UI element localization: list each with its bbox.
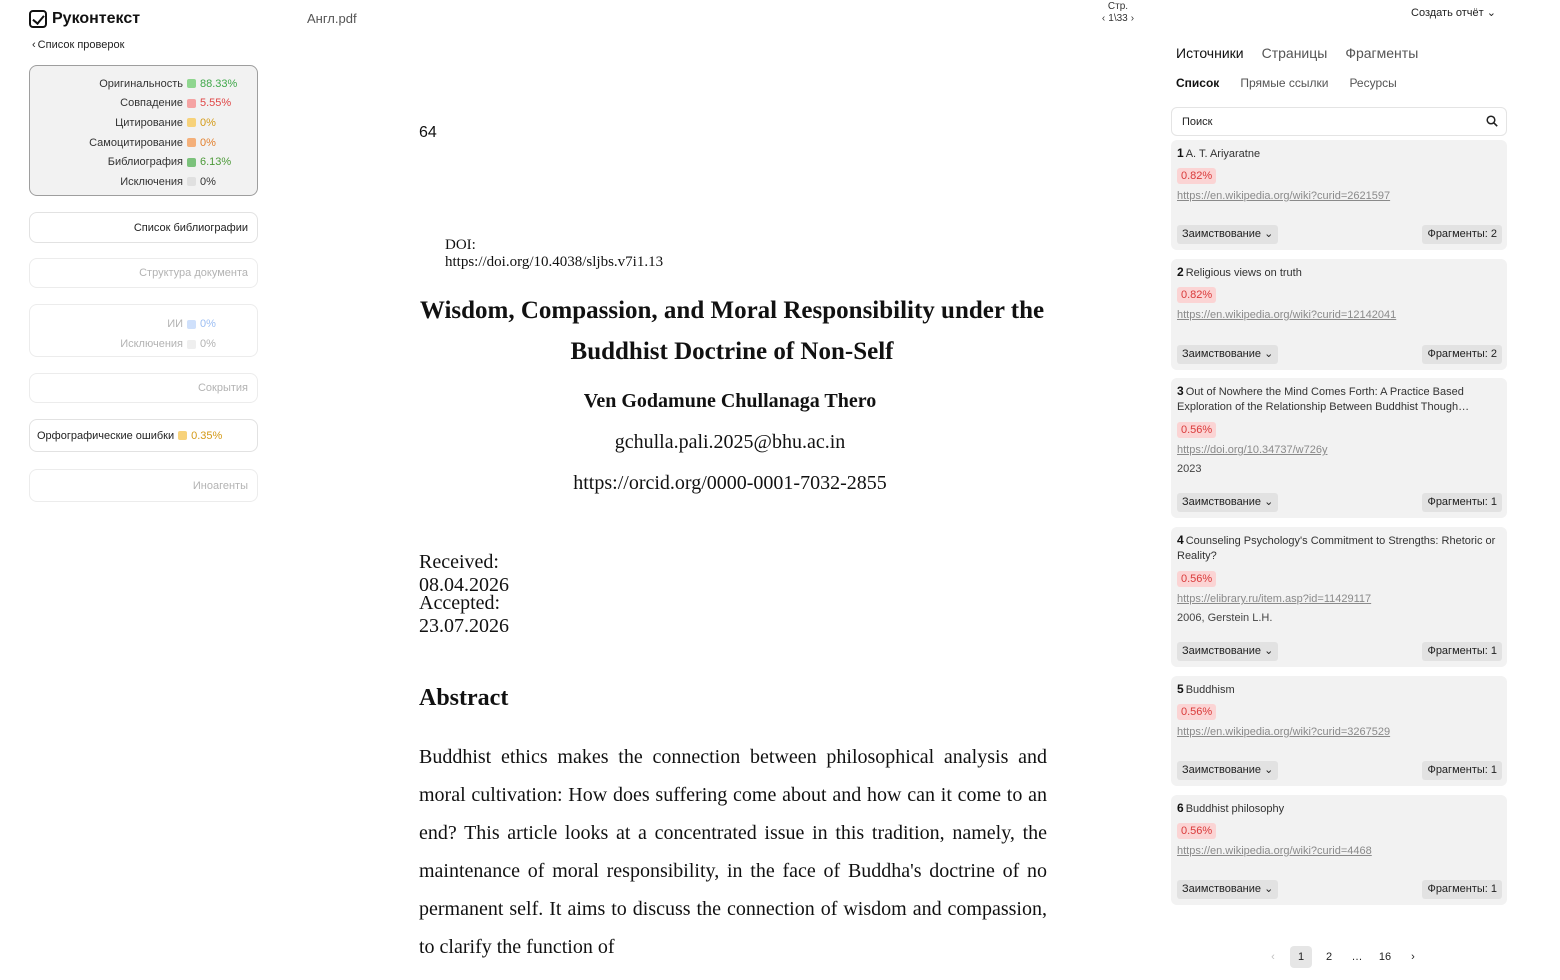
- stat-label: Оригинальность: [99, 77, 183, 90]
- chevron-left-icon[interactable]: ‹: [1101, 13, 1106, 24]
- page-button-2[interactable]: 2: [1325, 951, 1333, 963]
- document-structure-button[interactable]: [29, 258, 258, 288]
- source-title: [1177, 682, 1503, 698]
- source-match-badge: 0.82%: [1177, 287, 1216, 303]
- source-card[interactable]: [1171, 676, 1507, 786]
- stat-color-dot: [187, 99, 196, 108]
- accepted-date: Accepted: 23.07.2026: [419, 592, 509, 637]
- search-icon[interactable]: [1486, 115, 1498, 127]
- spelling-errors-value: 0.35%: [191, 429, 223, 442]
- document-structure-label: Структура документа: [139, 267, 248, 279]
- received-date: Received: 08.04.2026: [419, 551, 509, 596]
- source-title: [1177, 265, 1503, 281]
- borrowing-label: Заимствование: [1182, 496, 1262, 508]
- sub-tabs: [1176, 76, 1397, 90]
- tab-sources[interactable]: Источники: [1176, 45, 1244, 61]
- source-number: 1: [1177, 146, 1184, 160]
- stat-row-exclusions: [30, 172, 257, 192]
- back-to-checks-link[interactable]: [32, 39, 124, 51]
- source-url-link[interactable]: https://doi.org/10.34737/w726y: [1177, 444, 1328, 456]
- fragments-count-button[interactable]: Фрагменты: 2: [1422, 345, 1502, 364]
- create-report-dropdown[interactable]: [1411, 6, 1496, 19]
- author-email: gchulla.pali.2025@bhu.ac.in: [614, 431, 846, 453]
- source-match-badge: 0.56%: [1177, 422, 1216, 438]
- stat-label: Библиография: [107, 156, 183, 169]
- source-url-link[interactable]: https://elibrary.ru/item.asp?id=11429117: [1177, 593, 1372, 605]
- bibliography-list-label: Список библиографии: [133, 221, 248, 234]
- borrowing-type-dropdown[interactable]: [1177, 642, 1278, 661]
- spelling-errors-button[interactable]: [29, 419, 258, 452]
- ai-label: ИИ: [167, 318, 183, 330]
- source-card[interactable]: [1171, 378, 1507, 518]
- chevron-down-icon: ⌄: [1261, 645, 1274, 657]
- source-url-link[interactable]: https://en.wikipedia.org/wiki?curid=12142041: [1177, 309, 1397, 321]
- ai-detection-card[interactable]: [29, 304, 258, 357]
- stat-color-dot: [187, 118, 196, 127]
- logo-check-icon: [29, 10, 47, 28]
- subtab-resources[interactable]: Ресурсы: [1349, 76, 1397, 90]
- chevron-down-icon: ⌄: [1486, 7, 1496, 19]
- abstract-text: Buddhist ethics makes the connection between philosophical analysis and moral cultivation: How does suffering come about and how can it come to an end? This article looks at a concentrated issue in this tradition, namely, the maintenance of moral responsibility, in the face of Buddha's doctrine of no permanent self. It aims to discuss the connection of wisdom and compassion, to clarify the function of: [419, 746, 1047, 958]
- ai-exclusions-label: Исключения: [120, 338, 183, 350]
- create-report-label: Создать отчёт: [1411, 7, 1484, 19]
- stat-label: Самоцитирование: [89, 136, 183, 149]
- stat-color-dot: [187, 138, 196, 147]
- stat-value: 0%: [200, 116, 216, 129]
- borrowing-label: Заимствование: [1182, 764, 1262, 776]
- tab-fragments[interactable]: Фрагменты: [1345, 45, 1419, 61]
- bibliography-list-button[interactable]: [29, 212, 258, 243]
- ai-exclusions-value: 0%: [200, 338, 216, 350]
- source-title-text: Buddhism: [1185, 684, 1235, 696]
- borrowing-type-dropdown[interactable]: [1177, 761, 1278, 780]
- subtab-list[interactable]: Список: [1176, 76, 1220, 90]
- stat-label: Цитирование: [115, 116, 183, 129]
- sources-pagination: [1262, 946, 1424, 968]
- article-title: Wisdom, Compassion, and Moral Responsibility under the Buddhist Doctrine of Non-Self: [419, 297, 1045, 365]
- fragments-count-button[interactable]: Фрагменты: 1: [1422, 761, 1502, 780]
- stat-label: Совпадение: [120, 97, 183, 110]
- chevron-down-icon: ⌄: [1261, 348, 1274, 360]
- chevron-down-icon: ⌄: [1261, 496, 1274, 508]
- source-card[interactable]: [1171, 795, 1507, 905]
- stat-value: 6.13%: [200, 156, 232, 169]
- chevron-left-icon: ‹: [32, 39, 36, 51]
- stat-row-bibliography: [30, 152, 257, 172]
- borrowing-type-dropdown[interactable]: [1177, 493, 1278, 512]
- search-input[interactable]: [1182, 108, 1482, 135]
- source-card[interactable]: [1171, 259, 1507, 370]
- spelling-errors-label: Орфографические ошибки: [37, 429, 175, 442]
- ai-row: [30, 314, 257, 334]
- borrowing-type-dropdown[interactable]: [1177, 880, 1278, 899]
- ai-exclusions-row: [30, 334, 257, 354]
- fragments-count-button[interactable]: Фрагменты: 1: [1422, 493, 1502, 512]
- source-title: [1177, 146, 1503, 162]
- borrowing-type-dropdown[interactable]: [1177, 345, 1278, 364]
- source-title-text: Buddhist philosophy: [1185, 803, 1285, 815]
- tab-pages[interactable]: Страницы: [1261, 45, 1328, 61]
- page-number: 64: [419, 124, 437, 141]
- source-title: [1177, 384, 1503, 415]
- chevron-right-icon[interactable]: ›: [1411, 951, 1415, 963]
- stat-value: 88.33%: [200, 77, 238, 90]
- page-button-1[interactable]: 1: [1290, 946, 1312, 968]
- borrowing-label: Заимствование: [1182, 228, 1262, 240]
- spelling-color-dot: [178, 431, 187, 440]
- source-match-badge: 0.56%: [1177, 704, 1216, 720]
- stat-color-dot: [187, 158, 196, 167]
- source-title: [1177, 533, 1503, 564]
- source-card[interactable]: [1171, 527, 1507, 667]
- fragments-count-button[interactable]: Фрагменты: 2: [1422, 225, 1502, 244]
- chevron-left-icon[interactable]: ‹: [1271, 951, 1275, 963]
- page-navigator: [1094, 1, 1142, 25]
- chevron-down-icon: ⌄: [1261, 228, 1274, 240]
- back-link-label: Список проверок: [37, 39, 125, 51]
- page-button-16[interactable]: 16: [1378, 951, 1392, 963]
- ai-value: 0%: [200, 318, 216, 330]
- hidden-content-label: Сокрытия: [197, 382, 248, 394]
- ai-color-dot: [187, 320, 196, 329]
- stat-color-dot: [187, 177, 196, 186]
- source-number: 5: [1177, 682, 1184, 696]
- source-title-text: Counseling Psychology's Commitment to Strengths: Rhetoric or Reality?: [1177, 535, 1496, 562]
- fragments-count-button[interactable]: Фрагменты: 1: [1422, 642, 1502, 661]
- source-title: [1177, 801, 1503, 817]
- app-name: Руконтекст: [52, 10, 141, 27]
- source-url-link[interactable]: https://en.wikipedia.org/wiki?curid=4468: [1177, 845, 1372, 857]
- source-title-text: A. T. Ariyaratne: [1185, 148, 1261, 160]
- source-number: 3: [1177, 384, 1184, 398]
- stat-row-citation: [30, 113, 257, 133]
- source-search: [1171, 107, 1507, 136]
- borrowing-label: Заимствование: [1182, 348, 1262, 360]
- foreign-agents-button[interactable]: [29, 469, 258, 502]
- ai-exclusions-dot: [187, 340, 196, 349]
- chevron-right-icon[interactable]: ›: [1130, 13, 1135, 24]
- abstract-heading: Abstract: [419, 685, 509, 711]
- source-number: 4: [1177, 533, 1184, 547]
- main-tabs: [1176, 45, 1418, 61]
- source-url-link[interactable]: https://en.wikipedia.org/wiki?curid=2621597: [1177, 190, 1391, 202]
- source-match-badge: 0.56%: [1177, 571, 1216, 587]
- app-logo[interactable]: [29, 10, 140, 28]
- page-counter: 1\33: [1108, 13, 1128, 24]
- source-title-text: Out of Nowhere the Mind Comes Forth: A Practice Based Exploration of the Relationship Between Buddhist Though…: [1177, 386, 1470, 413]
- chevron-down-icon: ⌄: [1261, 883, 1274, 895]
- fragments-count-button[interactable]: Фрагменты: 1: [1422, 880, 1502, 899]
- stat-value: 0%: [200, 136, 216, 149]
- subtab-direct-links[interactable]: Прямые ссылки: [1240, 76, 1329, 90]
- source-card[interactable]: [1171, 140, 1507, 250]
- source-title-text: Religious views on truth: [1185, 267, 1302, 279]
- article-author: Ven Godamune Chullanaga Thero: [583, 390, 877, 412]
- stat-row-originality: [30, 74, 257, 94]
- source-number: 6: [1177, 801, 1184, 815]
- hidden-content-button[interactable]: [29, 373, 258, 403]
- source-meta: 2023: [1177, 463, 1202, 475]
- page-label: Стр.: [1107, 1, 1129, 12]
- originality-stats-card[interactable]: [29, 65, 258, 196]
- stat-row-match: [30, 94, 257, 114]
- author-orcid: https://orcid.org/0000-0001-7032-2855: [573, 472, 887, 494]
- source-meta: 2006, Gerstein L.H.: [1177, 612, 1273, 624]
- stat-value: 5.55%: [200, 97, 232, 110]
- foreign-agents-label: Иноагенты: [192, 479, 248, 492]
- stat-value: 0%: [200, 175, 216, 188]
- stat-color-dot: [187, 79, 196, 88]
- borrowing-type-dropdown[interactable]: [1177, 225, 1278, 244]
- pagination-ellipsis: …: [1351, 951, 1363, 963]
- source-match-badge: 0.56%: [1177, 823, 1216, 839]
- source-match-badge: 0.82%: [1177, 168, 1216, 184]
- source-number: 2: [1177, 265, 1184, 279]
- chevron-down-icon: ⌄: [1261, 764, 1274, 776]
- source-url-link[interactable]: https://en.wikipedia.org/wiki?curid=3267529: [1177, 726, 1391, 738]
- doi-line: DOI: https://doi.org/10.4038/sljbs.v7i1.13: [445, 237, 664, 270]
- document-filename: Англ.pdf: [307, 11, 357, 26]
- stat-row-self-citation: [30, 133, 257, 153]
- borrowing-label: Заимствование: [1182, 645, 1262, 657]
- borrowing-label: Заимствование: [1182, 883, 1262, 895]
- stat-label: Исключения: [120, 175, 183, 188]
